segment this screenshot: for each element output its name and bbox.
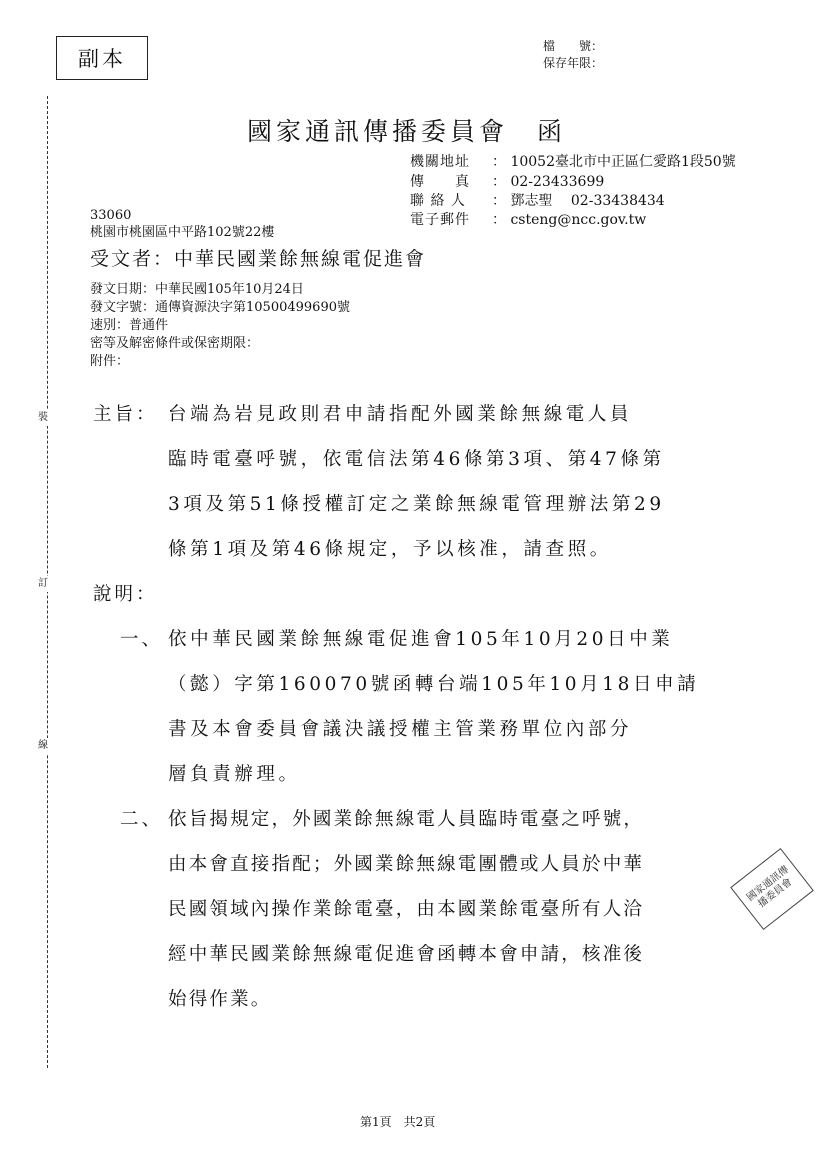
security-level: 密等及解密條件或保密期限： (90, 336, 260, 351)
recipient-address: 桃園市桃園區中平路102號22樓 (90, 225, 275, 240)
binding-mark-ding: 訂 (38, 576, 48, 592)
explanation-label: 說明： (93, 584, 158, 605)
item-marker: 二、 (120, 809, 164, 830)
item-line: 依中華民國業餘無線電促進會105年10月20日中業 (168, 629, 674, 650)
sender-email: csteng@ncc.gov.tw (510, 212, 647, 228)
sender-email-label: 電子郵件 (410, 212, 470, 228)
binding-mark-zhuang: 裝 (38, 410, 48, 426)
item-line: 由本會直接指配；外國業餘無線電團體或人員於中華 (168, 854, 645, 875)
sender-contact-row: 聯 絡 人 ： 鄧志聖 02-33438434 (410, 193, 665, 209)
document-title: 國家通訊傳播委員會 函 (247, 117, 567, 146)
attachments: 附件： (90, 354, 130, 369)
item-marker: 一、 (120, 629, 164, 650)
copy-label-box: 副本 (56, 36, 148, 80)
item-line: 層負責辦理。 (168, 764, 301, 785)
subject-line: 臨時電臺呼號，依電信法第46條第3項、第47條第 (168, 449, 665, 470)
binding-mark-xian: 線 (38, 738, 48, 754)
page-footer: 第1頁 共2頁 (360, 1115, 436, 1129)
issue-number: 發文字號：通傳資源決字第10500499690號 (90, 300, 350, 315)
item-line: 民國領域內操作業餘電臺，由本國業餘電臺所有人洽 (168, 899, 645, 920)
sender-email-row: 電子郵件 ： csteng@ncc.gov.tw (410, 212, 647, 228)
sender-fax: 02-23433699 (510, 174, 605, 190)
item-line: 始得作業。 (168, 989, 272, 1010)
recipient-postcode: 33060 (90, 208, 132, 223)
file-number-label: 檔 號： (543, 39, 604, 53)
subject-line: 3項及第51條授權訂定之業餘無線電管理辦法第29 (168, 494, 665, 515)
sender-fax-row: 傳 真 ： 02-23433699 (410, 174, 605, 190)
item-line: 經中華民國業餘無線電促進會函轉本會申請，核准後 (168, 944, 645, 965)
retention-label: 保存年限： (543, 56, 604, 70)
recipient: 受文者：中華民國業餘無線電促進會 (90, 248, 427, 270)
subject-line: 條第1項及第46條規定，予以核准，請查照。 (168, 539, 612, 560)
seal-stamp (730, 848, 814, 930)
speed-class: 速別：普通件 (90, 318, 169, 333)
sender-address: 10052臺北市中正區仁愛路1段50號 (510, 154, 736, 170)
issue-date: 發文日期：中華民國105年10月24日 (90, 282, 304, 297)
sender-contact-label: 聯 絡 人 (410, 193, 466, 209)
item-line: （懿）字第160070號函轉台端105年10月18日申請 (168, 674, 700, 695)
sender-address-row: 機關地址 ： 10052臺北市中正區仁愛路1段50號 (410, 154, 736, 170)
stamp-text: 國家通訊傳播委員會 (744, 864, 795, 910)
item-line: 依旨揭規定，外國業餘無線電人員臨時電臺之呼號， (168, 809, 645, 830)
subject-label: 主旨： (93, 404, 158, 425)
sender-contact: 鄧志聖 02-33438434 (510, 193, 665, 209)
item-line: 書及本會委員會議決議授權主管業務單位內部分 (168, 719, 633, 740)
sender-address-label: 機關地址 (410, 154, 470, 170)
subject-line: 台端為岩見政則君申請指配外國業餘無線電人員 (168, 404, 633, 425)
sender-fax-label: 傳 真 (410, 174, 470, 190)
